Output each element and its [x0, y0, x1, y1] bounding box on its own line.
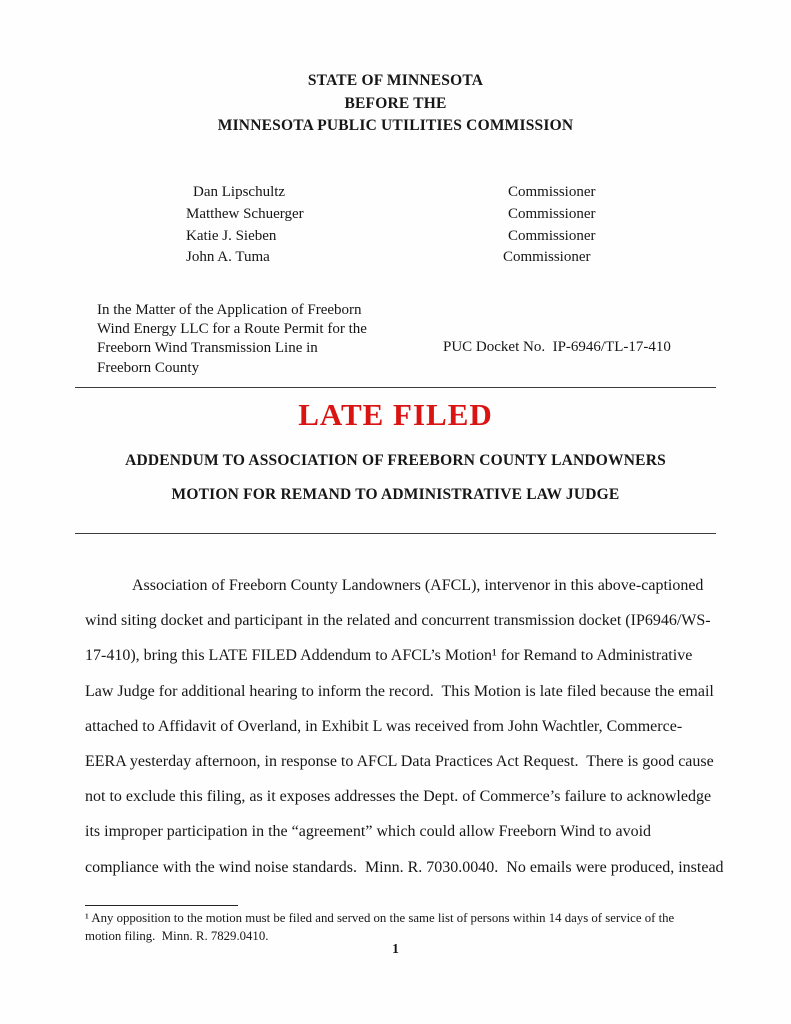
divider-rule-mid: [75, 533, 716, 534]
commissioner-row: [186, 226, 646, 248]
commissioner-row: [186, 247, 646, 269]
caption-line: Freeborn Wind Transmission Line in: [97, 340, 318, 357]
commissioner-row: [186, 182, 646, 204]
body-line: Association of Freeborn County Landowners (AFCL), intervenor in this above-captioned: [132, 577, 704, 594]
commissioner-title: Commissioner: [508, 205, 596, 222]
body-line: its improper participation in the “agreement” which could allow Freeborn Wind to avoid: [85, 823, 652, 841]
court-header: [0, 70, 791, 138]
caption-line: Freeborn County: [97, 359, 200, 376]
commissioner-row: [186, 204, 646, 226]
body-line: 17-410), bring this LATE FILED Addendum to AFCL’s Motion¹ for Remand to Administrative: [85, 647, 693, 665]
footnote-line: motion filing. Minn. R. 7829.0410.: [85, 929, 269, 944]
commissioner-name: John A. Tuma: [186, 249, 270, 266]
docket-number: PUC Docket No. IP-6946/TL-17-410: [443, 339, 671, 355]
caption-line: In the Matter of the Application of Freeborn: [97, 302, 362, 318]
body-line: not to exclude this filing, as it exposes addresses the Dept. of Commerce’s failure to acknowledge: [85, 788, 712, 806]
commissioner-title: Commissioner: [508, 184, 596, 200]
case-caption: [97, 301, 367, 378]
commissioner-title: Commissioner: [508, 227, 596, 244]
body-line: wind siting docket and participant in the related and concurrent transmission docket (IP6946/WS-: [85, 612, 711, 630]
body-line: compliance with the wind noise standards. Minn. R. 7030.0040. No emails were produced, instead: [85, 858, 724, 876]
body-paragraph: [85, 568, 725, 885]
body-line: attached to Affidavit of Overland, in Exhibit L was received from John Wachtler, Commerce-: [85, 717, 683, 735]
header-line-before: BEFORE THE: [344, 94, 447, 112]
document-heading-motion: MOTION FOR REMAND TO ADMINISTRATIVE LAW JUDGE: [171, 486, 620, 503]
footnote-line: ¹ Any opposition to the motion must be filed and served on the same list of persons within 14 days of service of the: [85, 911, 675, 925]
document-heading-addendum: ADDENDUM TO ASSOCIATION OF FREEBORN COUNTY LANDOWNERS: [125, 452, 666, 469]
commissioner-title: Commissioner: [503, 249, 591, 266]
header-line-state: STATE OF MINNESOTA: [307, 72, 484, 89]
commissioner-name: Dan Lipschultz: [193, 184, 286, 200]
footnote-separator: [85, 905, 238, 906]
commissioner-name: Matthew Schuerger: [186, 205, 304, 222]
late-filed-title: LATE FILED: [298, 397, 493, 432]
header-line-commission: MINNESOTA PUBLIC UTILITIES COMMISSION: [217, 117, 574, 134]
body-line: EERA yesterday afternoon, in response to AFCL Data Practices Act Request. There is good cause: [85, 753, 714, 771]
commissioner-list: [186, 182, 646, 269]
page-number: 1: [392, 941, 399, 956]
body-line: Law Judge for additional hearing to inform the record. This Motion is late filed because the email: [85, 682, 714, 700]
commissioner-name: Katie J. Sieben: [186, 227, 277, 244]
divider-rule-top: [75, 387, 716, 388]
caption-line: Wind Energy LLC for a Route Permit for the: [97, 321, 367, 338]
